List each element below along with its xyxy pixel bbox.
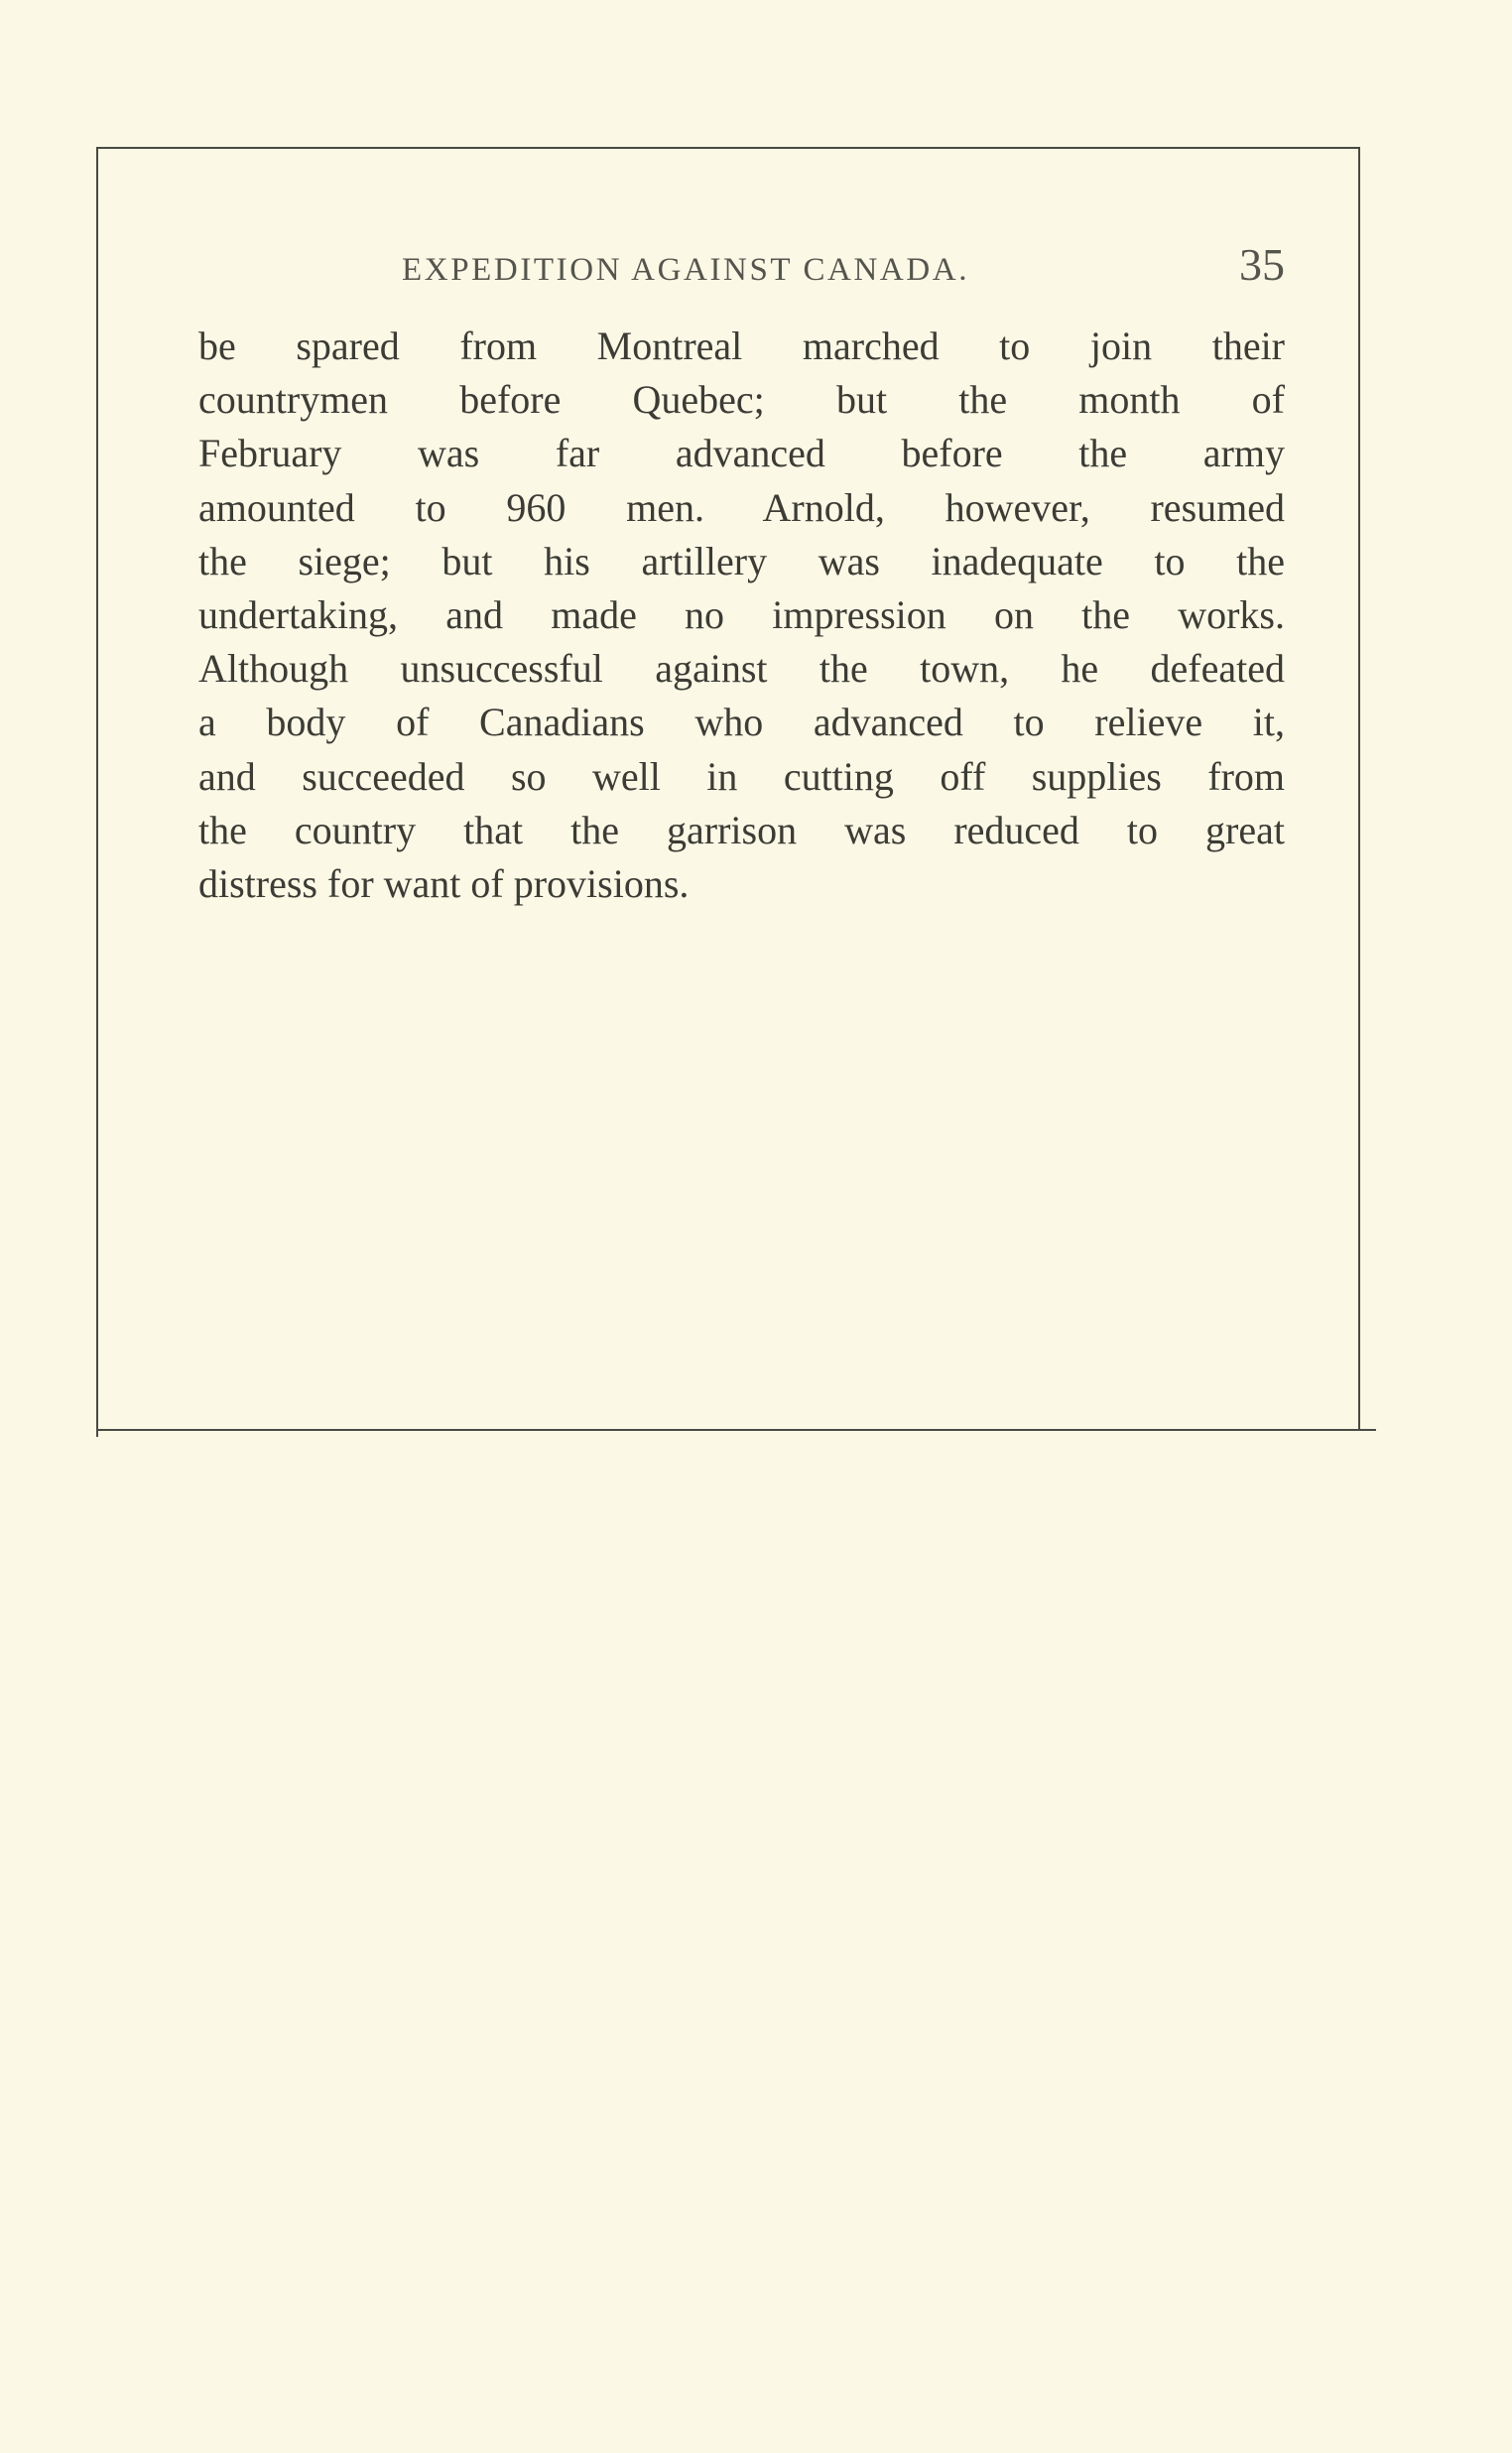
text-line: Although unsuccessful against the town, he defeated	[198, 646, 1285, 692]
text-line: countrymen before Quebec; but the month of	[198, 377, 1285, 423]
body-paragraph	[198, 320, 1285, 911]
bottom-rule-hook	[96, 1429, 124, 1437]
text-line: amounted to 960 men. Arnold, however, resumed	[198, 484, 1285, 530]
text-line: February was far advanced before the army	[198, 431, 1285, 476]
bottom-rule	[96, 1429, 1376, 1431]
text-line: the country that the garrison was reduced to great	[198, 807, 1285, 852]
text-line: a body of Canadians who advanced to relieve it,	[198, 700, 1285, 745]
running-title: EXPEDITION AGAINST CANADA.	[402, 252, 970, 288]
page-number: 35	[1239, 239, 1285, 290]
text-line: undertaking, and made no impression on the works.	[198, 591, 1285, 637]
running-head	[198, 238, 1285, 298]
text-line: and succeeded so well in cutting off supplies from	[198, 753, 1285, 799]
text-line: the siege; but his artillery was inadequate to the	[198, 538, 1285, 583]
text-line: be spared from Montreal marched to join their	[198, 323, 1285, 368]
text-line: distress for want of provisions.	[198, 860, 690, 906]
